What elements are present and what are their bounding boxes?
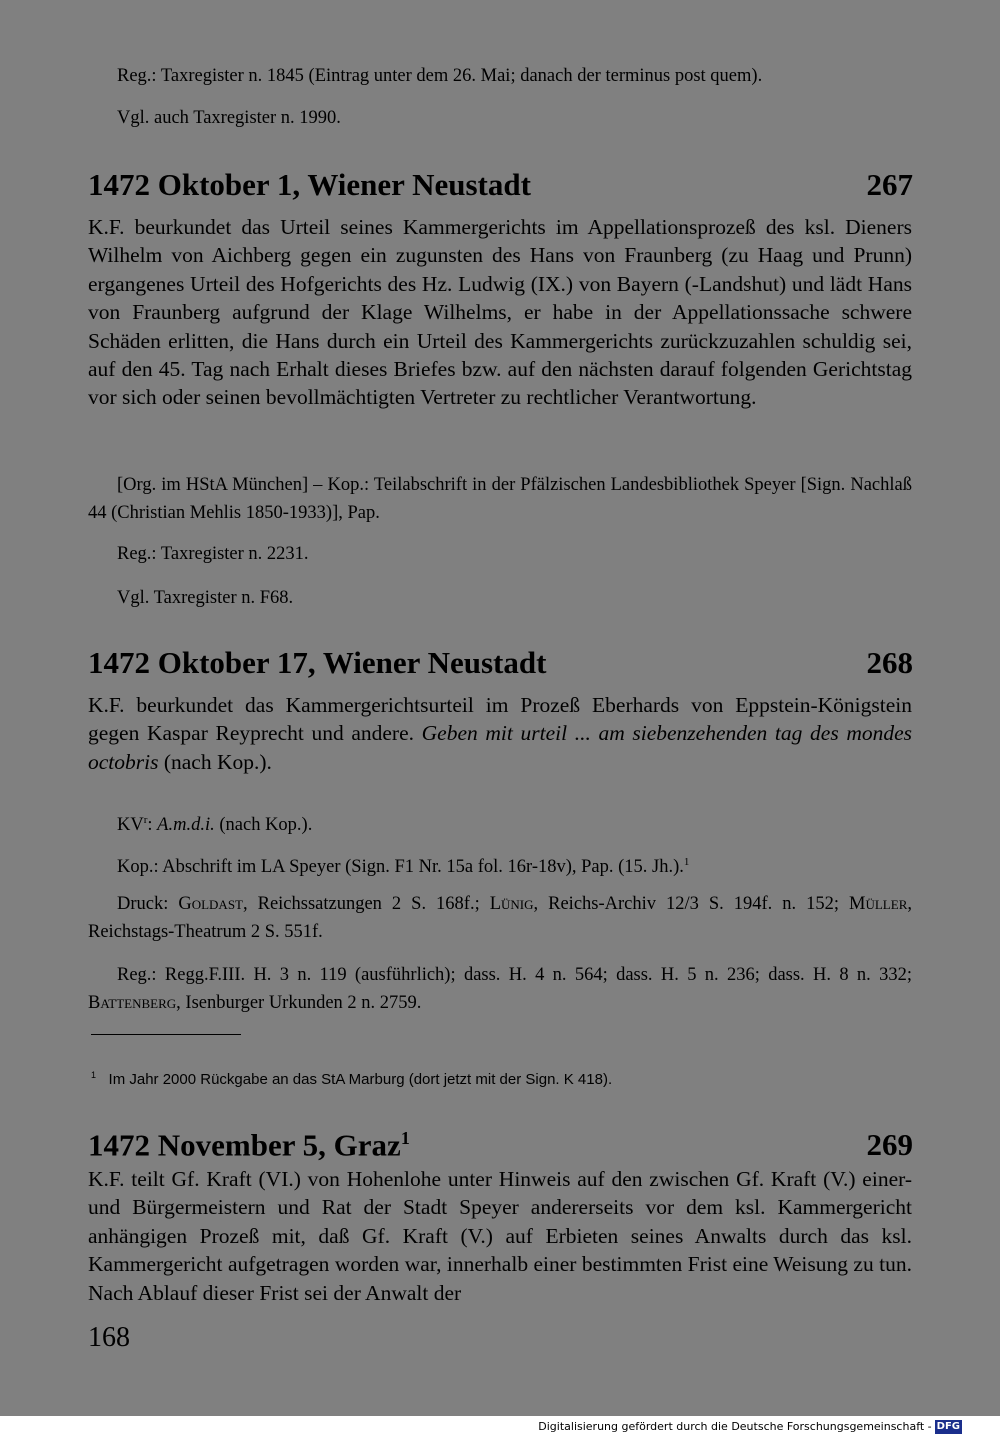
footnote-ref: 1 [683, 856, 690, 868]
entry-269-heading [88, 1118, 913, 1163]
entry-268-heading [88, 643, 913, 683]
intro-reg: Reg.: Taxregister n. 1845 (Eintrag unter dem 26. Mai; danach der terminus post quem). [117, 66, 763, 86]
entry-268-reg: Reg.: Regg.F.III. H. 3 n. 119 (ausführlich); dass. H. 4 n. 564; dass. H. 5 n. 236; dass. H. 8 n. 332; Battenberg, Isenburger Urkunden 2 n. 2759. [88, 965, 912, 1013]
entry-269-title: 1472 November 5, Graz$^1$ [88, 1127, 410, 1163]
footnote: $^1$ Im Jahr 2000 Rückgabe an das StA Marburg (dort jetzt mit der Sign. K 418). [91, 1070, 613, 1088]
entry-267-title: 1472 Oktober 1, Wiener Neustadt [88, 167, 531, 202]
entry-268-title: 1472 Oktober 17, Wiener Neustadt [88, 645, 547, 680]
entry-267-number: 267 [866, 167, 913, 202]
entry-268-quote: Geben mit urteil ... am siebenzehenden tag des mondes octobris [88, 721, 913, 774]
entry-268-number: 268 [866, 645, 913, 680]
entry-267-vgl: Vgl. Taxregister n. F68. [117, 588, 294, 608]
entry-267-org: [Org. im HStA München] – Kop.: Teilabschrift in der Pfälzischen Landesbibliothek Speyer [Sign. Nachlaß 44 (Christian Mehlis 1850-1933)], Pap. [88, 475, 912, 523]
entry-268-kv: $KV^r$: A.m.d.i. (nach Kop.). [117, 814, 313, 836]
footnote-divider [91, 1034, 241, 1035]
dfg-logo: DFG [936, 1421, 960, 1432]
entry-269-number: 269 [866, 1127, 913, 1163]
entry-267-reg: Reg.: Taxregister n. 2231. [117, 544, 309, 564]
page-number: 168 [88, 1322, 130, 1353]
entry-268-text: K.F. beurkundet das Kammergerichtsurteil im Prozeß Eberhards von Eppstein-Königstein gegen Kaspar Reyprecht und andere. Geben mit urteil ... am siebenzehenden tag des mondes octobris (nach Kop.). [88, 693, 913, 774]
entry-267-heading [88, 165, 913, 205]
intro-vgl: Vgl. auch Taxregister n. 1990. [117, 108, 341, 128]
entry-269-text: K.F. teilt Gf. Kraft (VI.) von Hohenlohe unter Hinweis auf den zwischen Gf. Kraft (V.) einer- und Bürgermeistern und Rat der Stadt Speyer andererseits vor dem ksl. Kammergericht anhängigen Prozeß mit, daß Gf. Kraft (V.) auf Erbieten seines Anwalts durch das ksl. Kammergericht aufgetragen worden war, innerhalb einer bestimmten Frist eine Weisung zu tun. Nach Ablauf dieser Frist sei der Anwalt der [88, 1167, 912, 1305]
entry-267-text: K.F. beurkundet das Urteil seines Kammergerichts im Appellationsprozeß des ksl. Dieners Wilhelm von Aichberg gegen ein zugunsten des Hans von Fraunberg (zu Haag und Prunn) ergangenes Urteil des Hofgerichts des Hz. Ludwig (IX.) von Bayern (-Landshut) und lädt Hans von Fraunberg aufgrund der Klage Wilhelms, er habe in der Appellationssache schwere Schäden erlitten, die Hans durch ein Urteil des Kammergerichts zurückzuzahlen schuldig sei, auf den 45. Tag nach Erhalt dieses Briefes bzw. auf den nächsten darauf folgenden Gerichtstag vor sich oder seinen bevollmächtigten Vertreter zu rechtlicher Verantwortung. [88, 215, 912, 410]
entry-268-kop: Kop.: Abschrift im LA Speyer (Sign. F1 Nr. 15a fol. 16r-18v), Pap. (15. Jh.).$^1$ [117, 856, 690, 878]
entry-268-druck: Druck: Goldast, Reichssatzungen 2 S. 168f.; Lünig, Reichs-Archiv 12/3 S. 194f. n. 152; Müller, Reichstags-Theatrum 2 S. 551f. [88, 894, 912, 942]
funding-credit: Digitalisierung gefördert durch die Deutsche Forschungsgemeinschaft - DFG [538, 1420, 960, 1433]
